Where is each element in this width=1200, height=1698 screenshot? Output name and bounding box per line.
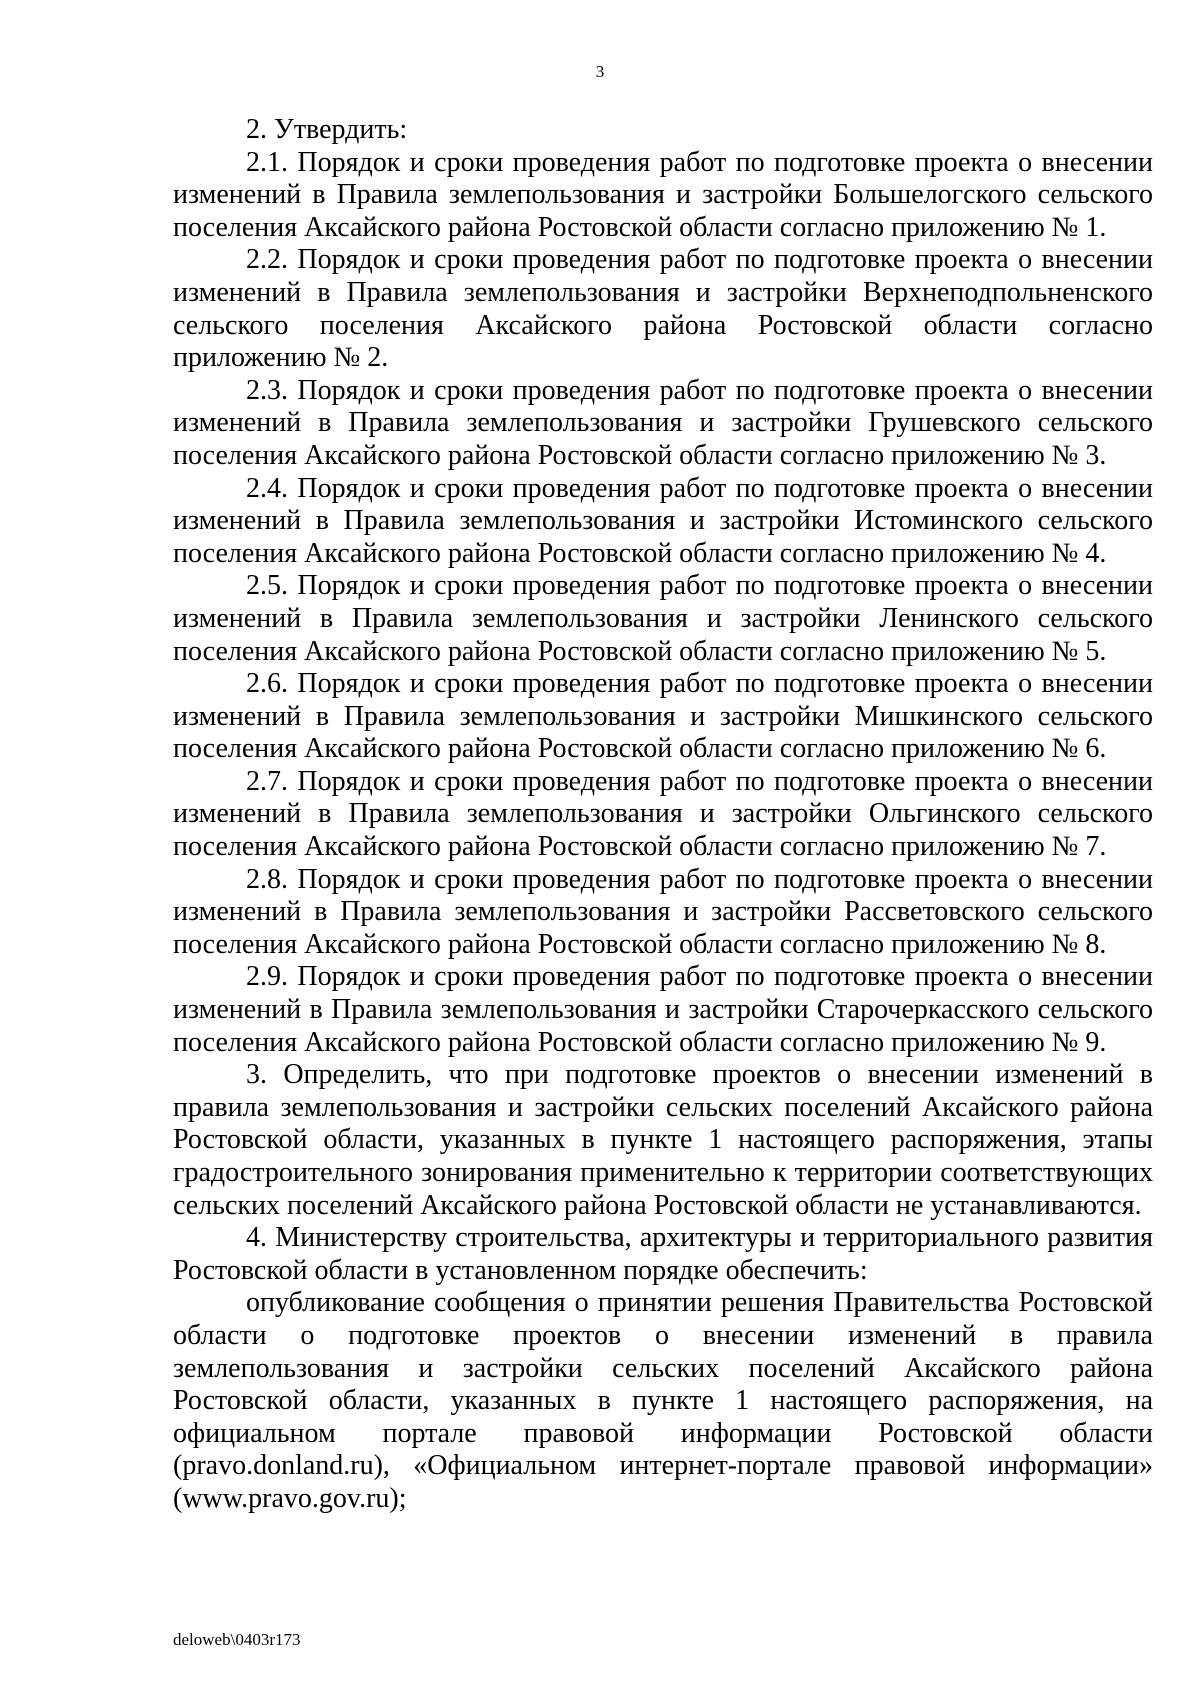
page-number: 3	[595, 62, 605, 81]
paragraph-2-4: 2.4. Порядок и сроки проведения работ по подготовке проекта о внесении изменений в Правила землепользования и застройки Истоминского сельского поселения Аксайского района Ростовской области согласно приложению № 4.	[173, 472, 1153, 569]
document-body	[173, 114, 1153, 1516]
paragraph-2-8: 2.8. Порядок и сроки проведения работ по подготовке проекта о внесении изменений в Правила землепользования и застройки Рассветовского сельского поселения Аксайского района Ростовской области согласно приложению № 8.	[173, 863, 1153, 960]
paragraph-2-9: 2.9. Порядок и сроки проведения работ по подготовке проекта о внесении изменений в Правила землепользования и застройки Старочеркасского сельского поселения Аксайского района Ростовской области согласно приложению № 9.	[173, 961, 1153, 1058]
document-code-footer: deloweb\0403r173	[173, 1630, 301, 1649]
paragraph-2-2: 2.2. Порядок и сроки проведения работ по подготовке проекта о внесении изменений в Правила землепользования и застройки Верхнеподпольненского сельского поселения Аксайского района Ростовской области согласно приложению № 2.	[173, 244, 1153, 374]
paragraph-2-6: 2.6. Порядок и сроки проведения работ по подготовке проекта о внесении изменений в Правила землепользования и застройки Мишкинского сельского поселения Аксайского района Ростовской области согласно приложению № 6.	[173, 668, 1153, 765]
paragraph-2-3: 2.3. Порядок и сроки проведения работ по подготовке проекта о внесении изменений в Правила землепользования и застройки Грушевского сельского поселения Аксайского района Ростовской области согласно приложению № 3.	[173, 374, 1153, 471]
paragraph-2-7: 2.7. Порядок и сроки проведения работ по подготовке проекта о внесении изменений в Правила землепользования и застройки Ольгинского сельского поселения Аксайского района Ростовской области согласно приложению № 7.	[173, 765, 1153, 863]
paragraph-4: 4. Министерству строительства, архитектуры и территориального развития Ростовской области в установленном порядке обеспечить:	[173, 1222, 1153, 1286]
paragraph-2-5: 2.5. Порядок и сроки проведения работ по подготовке проекта о внесении изменений в Правила землепользования и застройки Ленинского сельского поселения Аксайского района Ростовской области согласно приложению № 5.	[173, 570, 1153, 667]
paragraph-publication: опубликование сообщения о принятии решения Правительства Ростовской области о подготовке проектов о внесении изменений в правила землепользования и застройки сельских поселений Аксайского района Ростовской области, указанных в пункте 1 настоящего распоряжения, на официальном портале правовой информации Ростовской области (pravo.donland.ru), «Официальном интернет-портале правовой информации» (www.pravo.gov.ru);	[173, 1287, 1153, 1514]
paragraph-2-1: 2.1. Порядок и сроки проведения работ по подготовке проекта о внесении изменений в Правила землепользования и застройки Большелогского сельского поселения Аксайского района Ростовской области согласно приложению № 1.	[173, 146, 1153, 243]
paragraph-3: 3. Определить, что при подготовке проектов о внесении изменений в правила землепользования и застройки сельских поселений Аксайского района Ростовской области, указанных в пункте 1 настоящего распоряжения, этапы градостроительного зонирования применительно к территории соответствующих сельских поселений Аксайского района Ростовской области не устанавливаются.	[173, 1059, 1153, 1221]
paragraph-approve: 2. Утвердить:	[246, 114, 408, 145]
